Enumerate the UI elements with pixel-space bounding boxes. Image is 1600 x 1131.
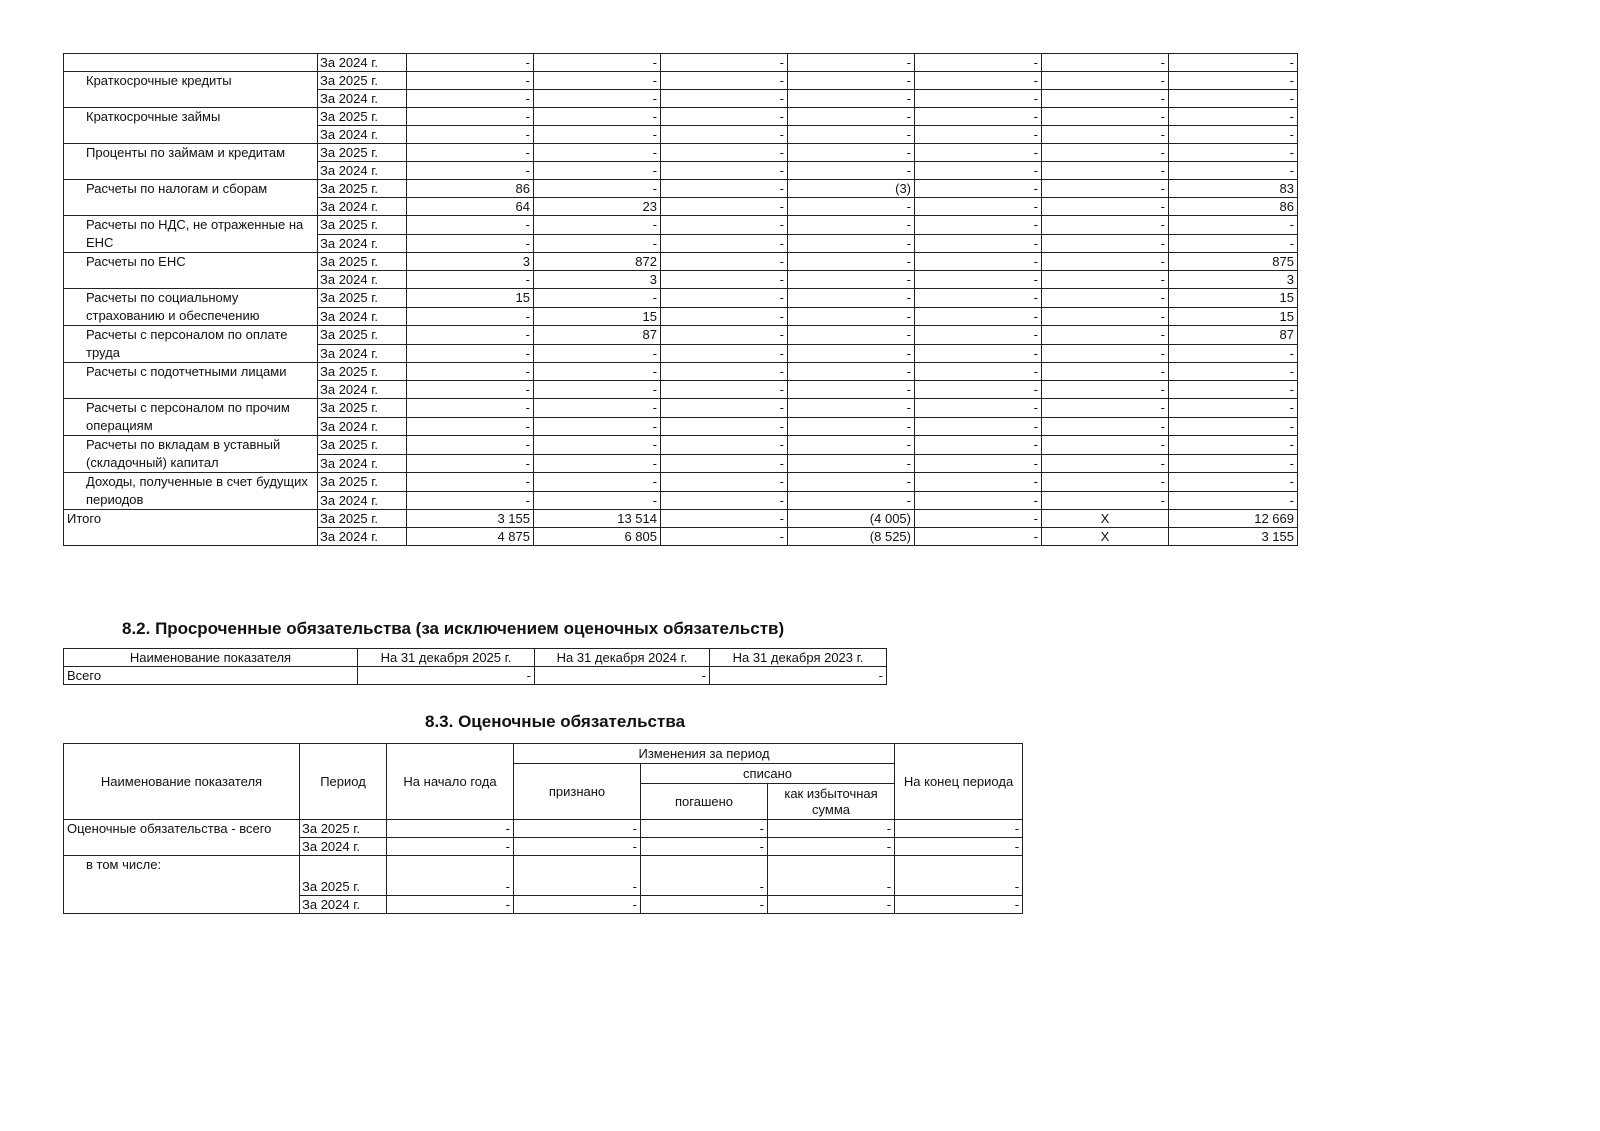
- value-cell: -: [915, 271, 1042, 289]
- value-cell: -: [768, 838, 895, 856]
- value-cell: -: [710, 667, 887, 685]
- value-cell: -: [1169, 162, 1298, 180]
- value-cell: -: [1042, 216, 1169, 235]
- header-period: Период: [300, 744, 387, 820]
- value-cell: -: [661, 399, 788, 418]
- value-cell: -: [1042, 234, 1169, 253]
- value-cell: -: [915, 344, 1042, 363]
- value-cell: -: [534, 144, 661, 162]
- table-row: [64, 510, 1298, 528]
- table-row: [64, 856, 1023, 896]
- period-cell: За 2024 г.: [300, 896, 387, 914]
- value-cell: (8 525): [788, 528, 915, 546]
- value-cell: -: [661, 363, 788, 381]
- value-cell: -: [788, 307, 915, 326]
- value-cell: -: [1169, 144, 1298, 162]
- value-cell: -: [1042, 198, 1169, 216]
- value-cell: -: [661, 454, 788, 473]
- value-cell: -: [661, 216, 788, 235]
- value-cell: -: [788, 326, 915, 345]
- value-cell: -: [387, 856, 514, 896]
- value-cell: -: [1042, 90, 1169, 108]
- value-cell: 875: [1169, 253, 1298, 271]
- value-cell: -: [534, 454, 661, 473]
- value-cell: -: [661, 90, 788, 108]
- value-cell: -: [661, 289, 788, 308]
- value-cell: -: [1042, 126, 1169, 144]
- value-cell: -: [1042, 108, 1169, 126]
- value-cell: 15: [1169, 289, 1298, 308]
- row-name: Проценты по займам и кредитам: [64, 144, 318, 180]
- period-cell: За 2025 г.: [318, 510, 407, 528]
- value-cell: -: [915, 72, 1042, 90]
- value-cell: -: [1169, 454, 1298, 473]
- header-repaid: погашено: [641, 784, 768, 820]
- header-2024: На 31 декабря 2024 г.: [535, 649, 710, 667]
- value-cell: -: [534, 234, 661, 253]
- period-cell: За 2024 г.: [318, 344, 407, 363]
- value-cell: -: [788, 473, 915, 492]
- row-name: [64, 54, 318, 72]
- value-cell: -: [407, 108, 534, 126]
- value-cell: -: [661, 326, 788, 345]
- value-cell: (3): [788, 180, 915, 198]
- period-cell: За 2024 г.: [318, 491, 407, 510]
- period-cell: За 2025 г.: [318, 399, 407, 418]
- period-cell: За 2024 г.: [318, 162, 407, 180]
- value-cell: -: [661, 528, 788, 546]
- value-cell: -: [915, 253, 1042, 271]
- value-cell: -: [661, 198, 788, 216]
- value-cell: (4 005): [788, 510, 915, 528]
- value-cell: -: [788, 491, 915, 510]
- value-cell: -: [895, 896, 1023, 914]
- value-cell: -: [1169, 363, 1298, 381]
- row-name: Расчеты по НДС, не отраженные на ЕНС: [64, 216, 318, 253]
- value-cell: -: [1042, 162, 1169, 180]
- period-cell: За 2024 г.: [300, 838, 387, 856]
- value-cell: 15: [407, 289, 534, 308]
- value-cell: -: [1169, 344, 1298, 363]
- value-cell: -: [788, 216, 915, 235]
- value-cell: -: [407, 126, 534, 144]
- header-indicator: Наименование показателя: [64, 744, 300, 820]
- row-name: Расчеты с подотчетными лицами: [64, 363, 318, 399]
- value-cell: -: [768, 856, 895, 896]
- value-cell: -: [661, 253, 788, 271]
- value-cell: -: [534, 381, 661, 399]
- value-cell: -: [534, 162, 661, 180]
- value-cell: -: [407, 454, 534, 473]
- value-cell: -: [661, 436, 788, 455]
- value-cell: -: [661, 491, 788, 510]
- value-cell: -: [661, 162, 788, 180]
- value-cell: -: [407, 54, 534, 72]
- value-cell: -: [1169, 54, 1298, 72]
- value-cell: 23: [534, 198, 661, 216]
- value-cell: -: [788, 344, 915, 363]
- value-cell: -: [1042, 473, 1169, 492]
- value-cell: -: [915, 528, 1042, 546]
- value-cell: -: [534, 54, 661, 72]
- value-cell: -: [788, 289, 915, 308]
- value-cell: -: [788, 144, 915, 162]
- value-cell: -: [534, 72, 661, 90]
- value-cell: 6 805: [534, 528, 661, 546]
- value-cell: -: [1042, 271, 1169, 289]
- value-cell: -: [1169, 126, 1298, 144]
- value-cell: -: [1042, 72, 1169, 90]
- value-cell: 3 155: [407, 510, 534, 528]
- value-cell: -: [514, 856, 641, 896]
- estimated-liabilities-table: [63, 743, 1023, 914]
- value-cell: -: [915, 363, 1042, 381]
- period-cell: За 2024 г.: [318, 234, 407, 253]
- period-cell: За 2025 г.: [318, 473, 407, 492]
- value-cell: -: [1042, 180, 1169, 198]
- value-cell: -: [407, 307, 534, 326]
- value-cell: 3: [407, 253, 534, 271]
- period-cell: За 2025 г.: [318, 436, 407, 455]
- row-name: Расчеты по социальному страхованию и обеспечению: [64, 289, 318, 326]
- table-row: [64, 180, 1298, 198]
- value-cell: -: [788, 72, 915, 90]
- value-cell: -: [788, 162, 915, 180]
- value-cell: 64: [407, 198, 534, 216]
- value-cell: -: [915, 417, 1042, 436]
- value-cell: -: [915, 491, 1042, 510]
- table-row: [64, 54, 1298, 72]
- value-cell: -: [1169, 436, 1298, 455]
- value-cell: -: [661, 510, 788, 528]
- value-cell: -: [407, 326, 534, 345]
- period-cell: За 2025 г.: [300, 856, 387, 896]
- header-changes: Изменения за период: [514, 744, 895, 764]
- table-row: [64, 436, 1298, 455]
- value-cell: -: [641, 896, 768, 914]
- value-cell: 15: [1169, 307, 1298, 326]
- value-cell: X: [1042, 510, 1169, 528]
- value-cell: -: [534, 363, 661, 381]
- value-cell: -: [915, 326, 1042, 345]
- value-cell: -: [768, 820, 895, 838]
- value-cell: -: [1169, 72, 1298, 90]
- value-cell: -: [1042, 381, 1169, 399]
- value-cell: -: [358, 667, 535, 685]
- value-cell: -: [915, 381, 1042, 399]
- value-cell: -: [915, 454, 1042, 473]
- value-cell: -: [788, 417, 915, 436]
- value-cell: -: [661, 144, 788, 162]
- period-cell: За 2024 г.: [318, 417, 407, 436]
- value-cell: -: [1042, 344, 1169, 363]
- value-cell: -: [788, 234, 915, 253]
- value-cell: -: [407, 473, 534, 492]
- value-cell: -: [407, 399, 534, 418]
- value-cell: -: [407, 234, 534, 253]
- value-cell: -: [1169, 216, 1298, 235]
- period-cell: За 2024 г.: [318, 381, 407, 399]
- period-cell: За 2025 г.: [300, 820, 387, 838]
- value-cell: -: [788, 253, 915, 271]
- value-cell: -: [1042, 454, 1169, 473]
- value-cell: -: [534, 473, 661, 492]
- period-cell: За 2024 г.: [318, 307, 407, 326]
- value-cell: -: [534, 108, 661, 126]
- value-cell: -: [534, 216, 661, 235]
- table-row: [64, 144, 1298, 162]
- header-2025: На 31 декабря 2025 г.: [358, 649, 535, 667]
- value-cell: -: [534, 417, 661, 436]
- row-name: Оценочные обязательства - всего: [64, 820, 300, 856]
- value-cell: -: [641, 856, 768, 896]
- value-cell: 86: [407, 180, 534, 198]
- value-cell: -: [1042, 253, 1169, 271]
- period-cell: За 2024 г.: [318, 126, 407, 144]
- value-cell: -: [661, 381, 788, 399]
- table-row: [64, 363, 1298, 381]
- header-end: На конец периода: [895, 744, 1023, 820]
- value-cell: -: [661, 307, 788, 326]
- row-name: Краткосрочные кредиты: [64, 72, 318, 108]
- value-cell: 3 155: [1169, 528, 1298, 546]
- value-cell: -: [915, 216, 1042, 235]
- value-cell: -: [661, 180, 788, 198]
- value-cell: -: [1169, 90, 1298, 108]
- value-cell: 4 875: [407, 528, 534, 546]
- header-written-off: списано: [641, 764, 895, 784]
- value-cell: -: [768, 896, 895, 914]
- period-cell: За 2024 г.: [318, 528, 407, 546]
- period-cell: За 2025 г.: [318, 253, 407, 271]
- value-cell: -: [407, 436, 534, 455]
- value-cell: -: [915, 436, 1042, 455]
- value-cell: -: [1042, 417, 1169, 436]
- value-cell: -: [514, 838, 641, 856]
- value-cell: -: [661, 417, 788, 436]
- value-cell: -: [407, 162, 534, 180]
- value-cell: -: [1042, 54, 1169, 72]
- value-cell: -: [915, 144, 1042, 162]
- row-name: Доходы, полученные в счет будущих периодов: [64, 473, 318, 510]
- value-cell: -: [788, 271, 915, 289]
- value-cell: -: [1169, 399, 1298, 418]
- row-name: Расчеты с персоналом по прочим операциям: [64, 399, 318, 436]
- period-cell: За 2025 г.: [318, 144, 407, 162]
- value-cell: -: [915, 289, 1042, 308]
- value-cell: -: [407, 216, 534, 235]
- value-cell: -: [1169, 381, 1298, 399]
- value-cell: -: [534, 399, 661, 418]
- table-row: [64, 216, 1298, 235]
- value-cell: -: [1169, 234, 1298, 253]
- table-row: [64, 108, 1298, 126]
- header-start: На начало года: [387, 744, 514, 820]
- period-cell: За 2024 г.: [318, 454, 407, 473]
- value-cell: -: [641, 820, 768, 838]
- value-cell: -: [534, 436, 661, 455]
- table-row: [64, 289, 1298, 308]
- value-cell: -: [407, 72, 534, 90]
- value-cell: -: [661, 344, 788, 363]
- row-name: в том числе:: [64, 856, 300, 914]
- value-cell: -: [407, 381, 534, 399]
- row-name: Расчеты по вкладам в уставный (складочный) капитал: [64, 436, 318, 473]
- value-cell: -: [1042, 289, 1169, 308]
- table-row: [64, 253, 1298, 271]
- period-cell: За 2025 г.: [318, 216, 407, 235]
- value-cell: -: [788, 108, 915, 126]
- liabilities-table: [63, 53, 1298, 546]
- value-cell: -: [1169, 491, 1298, 510]
- header-2023: На 31 декабря 2023 г.: [710, 649, 887, 667]
- value-cell: -: [1169, 108, 1298, 126]
- value-cell: -: [534, 180, 661, 198]
- value-cell: -: [661, 72, 788, 90]
- value-cell: 3: [1169, 271, 1298, 289]
- value-cell: -: [915, 54, 1042, 72]
- value-cell: -: [534, 126, 661, 144]
- row-name: Итого: [64, 510, 318, 546]
- overdue-liabilities-table: [63, 648, 887, 685]
- value-cell: -: [915, 180, 1042, 198]
- value-cell: -: [788, 90, 915, 108]
- value-cell: -: [387, 896, 514, 914]
- period-cell: За 2024 г.: [318, 198, 407, 216]
- value-cell: -: [1042, 363, 1169, 381]
- section-8-3-title: 8.3. Оценочные обязательства: [425, 712, 686, 731]
- row-name: Расчеты по ЕНС: [64, 253, 318, 289]
- value-cell: -: [915, 399, 1042, 418]
- header-excess: как избыточная сумма: [768, 784, 895, 820]
- table-row: [64, 72, 1298, 90]
- value-cell: 87: [1169, 326, 1298, 345]
- value-cell: -: [661, 54, 788, 72]
- value-cell: -: [895, 838, 1023, 856]
- period-cell: За 2025 г.: [318, 72, 407, 90]
- section-8-2-title: 8.2. Просроченные обязательства (за исключением оценочных обязательств): [122, 619, 785, 638]
- period-cell: За 2024 г.: [318, 54, 407, 72]
- table-row: [64, 820, 1023, 838]
- value-cell: -: [915, 108, 1042, 126]
- value-cell: 83: [1169, 180, 1298, 198]
- value-cell: -: [661, 271, 788, 289]
- value-cell: -: [788, 399, 915, 418]
- value-cell: -: [661, 126, 788, 144]
- value-cell: -: [1042, 491, 1169, 510]
- value-cell: X: [1042, 528, 1169, 546]
- value-cell: -: [915, 126, 1042, 144]
- value-cell: 3: [534, 271, 661, 289]
- row-name: Расчеты по налогам и сборам: [64, 180, 318, 216]
- value-cell: -: [1042, 144, 1169, 162]
- value-cell: 872: [534, 253, 661, 271]
- value-cell: -: [407, 271, 534, 289]
- value-cell: -: [387, 820, 514, 838]
- value-cell: 13 514: [534, 510, 661, 528]
- value-cell: -: [1042, 307, 1169, 326]
- value-cell: -: [407, 417, 534, 436]
- value-cell: 86: [1169, 198, 1298, 216]
- value-cell: -: [895, 856, 1023, 896]
- value-cell: -: [915, 198, 1042, 216]
- value-cell: 15: [534, 307, 661, 326]
- value-cell: -: [407, 344, 534, 363]
- value-cell: -: [788, 436, 915, 455]
- value-cell: -: [661, 234, 788, 253]
- value-cell: -: [1169, 417, 1298, 436]
- value-cell: 87: [534, 326, 661, 345]
- value-cell: -: [915, 307, 1042, 326]
- value-cell: -: [915, 90, 1042, 108]
- row-name: Всего: [64, 667, 358, 685]
- value-cell: -: [915, 162, 1042, 180]
- period-cell: За 2024 г.: [318, 90, 407, 108]
- value-cell: -: [407, 363, 534, 381]
- value-cell: -: [407, 491, 534, 510]
- value-cell: -: [915, 234, 1042, 253]
- value-cell: -: [788, 363, 915, 381]
- value-cell: -: [915, 473, 1042, 492]
- value-cell: -: [535, 667, 710, 685]
- value-cell: -: [514, 896, 641, 914]
- period-cell: За 2025 г.: [318, 363, 407, 381]
- value-cell: -: [788, 381, 915, 399]
- value-cell: -: [1042, 399, 1169, 418]
- value-cell: -: [407, 144, 534, 162]
- value-cell: -: [1042, 326, 1169, 345]
- row-name: Расчеты с персоналом по оплате труда: [64, 326, 318, 363]
- value-cell: -: [788, 198, 915, 216]
- value-cell: -: [895, 820, 1023, 838]
- period-cell: За 2025 г.: [318, 108, 407, 126]
- table-row: [64, 473, 1298, 492]
- table-row: [64, 326, 1298, 345]
- value-cell: -: [534, 90, 661, 108]
- value-cell: -: [514, 820, 641, 838]
- value-cell: -: [1169, 473, 1298, 492]
- value-cell: -: [1042, 436, 1169, 455]
- value-cell: -: [788, 126, 915, 144]
- value-cell: 12 669: [1169, 510, 1298, 528]
- period-cell: За 2024 г.: [318, 271, 407, 289]
- value-cell: -: [788, 454, 915, 473]
- value-cell: -: [641, 838, 768, 856]
- period-cell: За 2025 г.: [318, 180, 407, 198]
- value-cell: -: [661, 473, 788, 492]
- value-cell: -: [407, 90, 534, 108]
- header-recognized: признано: [514, 764, 641, 820]
- value-cell: -: [788, 54, 915, 72]
- value-cell: -: [387, 838, 514, 856]
- value-cell: -: [661, 108, 788, 126]
- table-row: [64, 399, 1298, 418]
- period-cell: За 2025 г.: [318, 289, 407, 308]
- value-cell: -: [534, 289, 661, 308]
- value-cell: -: [915, 510, 1042, 528]
- value-cell: -: [534, 491, 661, 510]
- header-indicator: Наименование показателя: [64, 649, 358, 667]
- row-name: Краткосрочные займы: [64, 108, 318, 144]
- value-cell: -: [534, 344, 661, 363]
- period-cell: За 2025 г.: [318, 326, 407, 345]
